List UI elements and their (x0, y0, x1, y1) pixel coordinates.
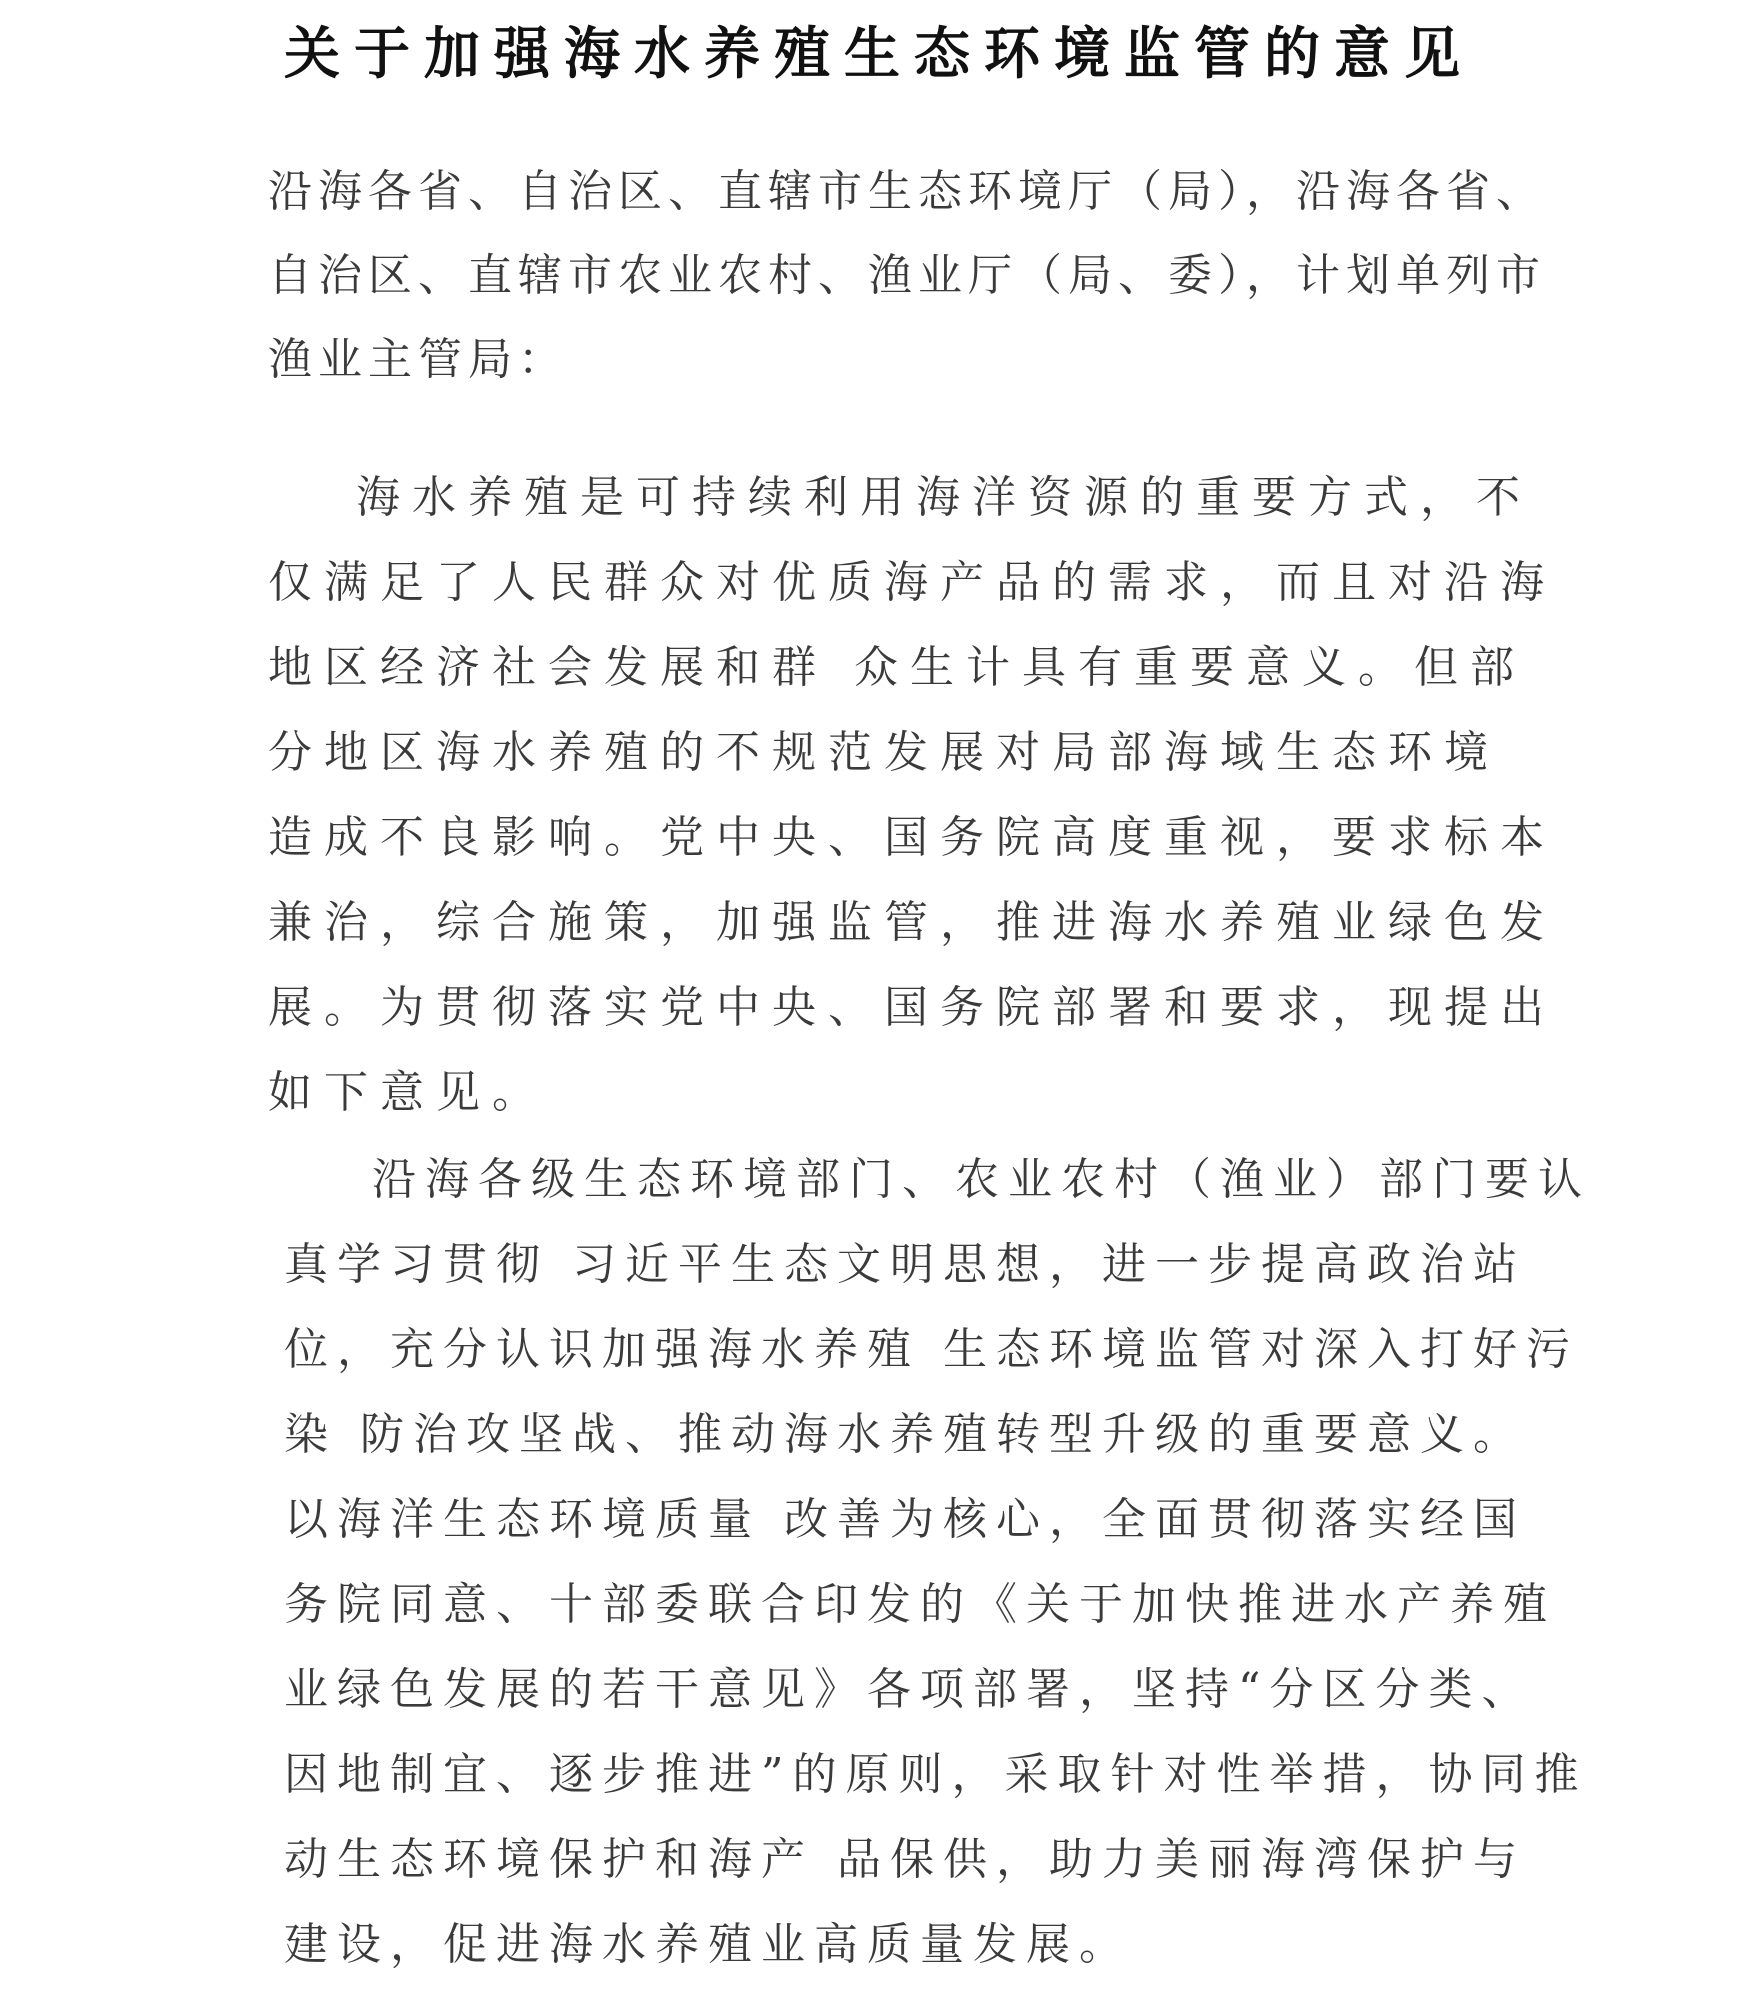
paragraph-1-line: 兼治，综合施策，加强监管，推进海水养殖业绿色发 (268, 897, 1556, 948)
recipient-line: 沿海各省、自治区、直辖市生态环境厅（局），沿海各省、 (268, 166, 1546, 217)
paragraph-2-line: 务院同意、十部委联合印发的《关于加快推进水产养殖 (284, 1579, 1556, 1630)
paragraph-2-line: 动生态环境保护和海产 品保供，助力美丽海湾保护与 (284, 1834, 1526, 1885)
paragraph-2 (284, 1137, 1591, 1987)
paragraph-2-line: 沿海各级生态环境部门、农业农村（渔业）部门要认 (372, 1154, 1591, 1205)
paragraph-1-line: 展。为贯彻落实党中央、国务院部署和要求，现提出 (268, 982, 1556, 1033)
paragraph-2-line: 建设，促进海水养殖业高质量发展。 (284, 1919, 1132, 1970)
paragraph-2-line: 真学习贯彻 习近平生态文明思想，进一步提高政治站 (284, 1239, 1526, 1290)
recipient-block (268, 150, 1546, 402)
paragraph-1-line: 海水养殖是可持续利用海洋资源的重要方式，不 (356, 472, 1532, 523)
paragraph-2-line: 以海洋生态环境质量 改善为核心，全面贯彻落实经国 (284, 1494, 1526, 1545)
paragraph-1-line: 分地区海水养殖的不规范发展对局部海域生态环境 (268, 727, 1500, 778)
recipient-line: 自治区、直辖市农业农村、渔业厅（局、委），计划单列市 (268, 250, 1546, 301)
paragraph-1-line: 造成不良影响。党中央、国务院高度重视，要求标本 (268, 812, 1556, 863)
paragraph-1-line: 地区经济社会发展和群 众生计具有重要意义。但部 (268, 642, 1526, 693)
paragraph-2-line: 业绿色发展的若干意见》各项部署，坚持“分区分类、 (284, 1664, 1535, 1715)
paragraph-2-line: 位，充分认识加强海水养殖 生态环境监管对深入打好污 (284, 1324, 1579, 1375)
paragraph-2-line: 染 防治攻坚战、推动海水养殖转型升级的重要意义。 (284, 1409, 1526, 1460)
document-title: 关于加强海水养殖生态环境监管的意见 (284, 21, 1474, 87)
paragraph-1-line: 仅满足了人民群众对优质海产品的需求，而且对沿海 (268, 557, 1556, 608)
recipient-line: 渔业主管局： (268, 334, 568, 385)
paragraph-2-line: 因地制宜、逐步推进”的原则，采取针对性举措，协同推 (284, 1749, 1588, 1800)
paragraph-1 (268, 455, 1556, 1135)
paragraph-1-line: 如下意见。 (268, 1067, 548, 1118)
